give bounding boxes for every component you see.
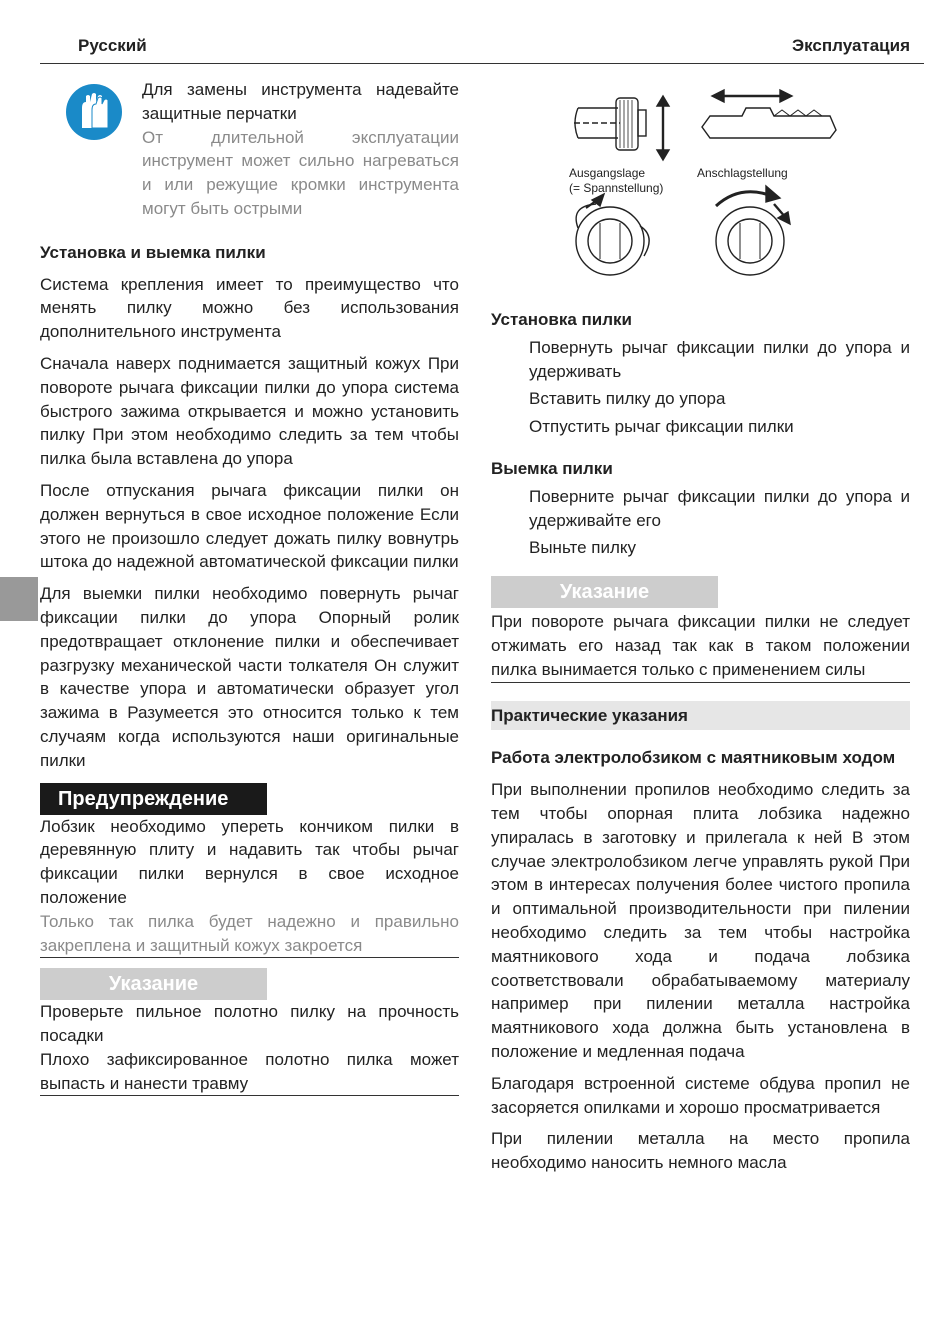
side-thumb-tab <box>0 577 38 621</box>
section-title-remove: Выемка пилки <box>491 458 613 478</box>
warning-text: Лобзик необходимо упереть кончиком пилки в деревянную плиту и надавить так чтобы рычаг фиксации пилки вернулся в свое исходное положение <box>40 816 459 907</box>
install-steps <box>491 336 910 439</box>
list-item: Отпустить рычаг фиксации пилки <box>529 417 794 437</box>
section-title-practical: Практические указания <box>491 705 688 725</box>
figure-label-start-1: Ausgangslage <box>569 166 646 180</box>
list-item: Выньте пилку <box>529 538 636 558</box>
paragraph-blower: Благодаря встроенной системе обдува пропил не засоряется опилками и хорошо просматривается <box>491 1073 910 1117</box>
note-text-lever: При повороте рычага фиксации пилки не следует отжимать его назад так как в таком положении пилка вынимается только с применением силы <box>491 612 910 679</box>
list-item: Поверните рычаг фиксации пилки до упора и удерживайте его <box>529 486 910 530</box>
note-text-injury: Плохо зафиксированное полотно пилка может выпасть и нанести травму <box>40 1049 459 1093</box>
paragraph-system: Система крепления имеет то преимущество что менять пилку можно без использования дополнительного инструмента <box>40 274 459 342</box>
warning-label: Предупреждение <box>40 783 267 815</box>
note-label-left: Указание <box>40 968 267 1000</box>
glove-hot-warning: От длительной эксплуатации инструмент может сильно нагреваться и или режущие кромки инструмента могут быть острыми <box>142 127 459 218</box>
paragraph-release-lever: После отпускания рычага фиксации пилки он должен вернуться в свое исходное положение Если этого не произошло следует дожать пилку вовнутрь штока до надежной автоматической фиксации пилки <box>40 480 459 572</box>
figure-label-start-2: (= Spannstellung) <box>569 181 664 195</box>
warning-gray-text: Только так пилка будет надежно и правильно закреплена и защитный кожух закроется <box>40 911 459 955</box>
note-text-check: Проверьте пильное полотно пилку на прочность посадки <box>40 1002 459 1046</box>
warning-body <box>40 815 459 959</box>
note-body-right <box>491 610 910 682</box>
glove-text-block <box>142 78 459 221</box>
glove-instruction: Для замены инструмента надевайте защитные перчатки <box>142 80 459 123</box>
list-item: Вставить пилку до упора <box>529 389 726 409</box>
header-divider <box>40 63 924 64</box>
note-box-right <box>491 576 910 682</box>
section-title-install: Установка пилки <box>491 310 633 329</box>
blade-clamp-figure <box>560 86 860 282</box>
note-box-left <box>40 968 459 1096</box>
section-band-practical <box>491 701 910 731</box>
left-column <box>40 78 459 1096</box>
subsection-title-pendulum: Работа электролобзиком с маятниковым ходом <box>491 748 896 768</box>
note-label-right: Указание <box>491 576 718 608</box>
paragraph-pendulum: При выполнении пропилов необходимо следить за тем чтобы опорная плита лобзика надежно упиралась в заготовку и прилегала к ней В этом случае электролобзиком легче управлять рукой При этом в интересах получения более чистого пропила и оптимальной производительности при пилении необходимо следить за тем чтобы настройка маятникового хода и подача лобзика соответствовали обрабатываемому материалу например при пилении металла настройка маятникового хода должна быть установлена в положение и медленная подача <box>491 780 910 1061</box>
list-item: Повернуть рычаг фиксации пилки до упора и удерживать <box>529 337 910 381</box>
header-section-language: Русский <box>78 36 147 55</box>
header-section-title: Эксплуатация <box>792 36 910 55</box>
remove-steps <box>491 485 910 560</box>
paragraph-quick-clamp: Сначала наверх поднимается защитный кожух При повороте рычага фиксации пилки до упора система быстрого зажима открывается и можно установить пилку При этом необходимо следить за тем чтобы пилка была вставлена до упора <box>40 353 459 469</box>
right-column <box>491 308 910 1175</box>
glove-notice <box>40 78 459 221</box>
section-title-install-remove: Установка и выемка пилки <box>40 242 266 262</box>
paragraph-metal-oil: При пилении металла на место пропила необходимо наносить немного масла <box>491 1129 910 1173</box>
figure-label-stop: Anschlagstellung <box>697 166 788 180</box>
note-body-left <box>40 1000 459 1096</box>
protective-gloves-icon <box>64 82 128 146</box>
paragraph-remove-blade: Для выемки пилки необходимо повернуть рычаг фиксации пилки до упора Опорный ролик предотвращает отклонение пилки и обеспечивает разгрузку механической части толкателя Он служит в качестве упора и автоматически образует угол зажима в Разумеется это относится только к тем случаям когда используются наши оригинальные пилки <box>40 584 459 770</box>
warning-box <box>40 783 459 959</box>
